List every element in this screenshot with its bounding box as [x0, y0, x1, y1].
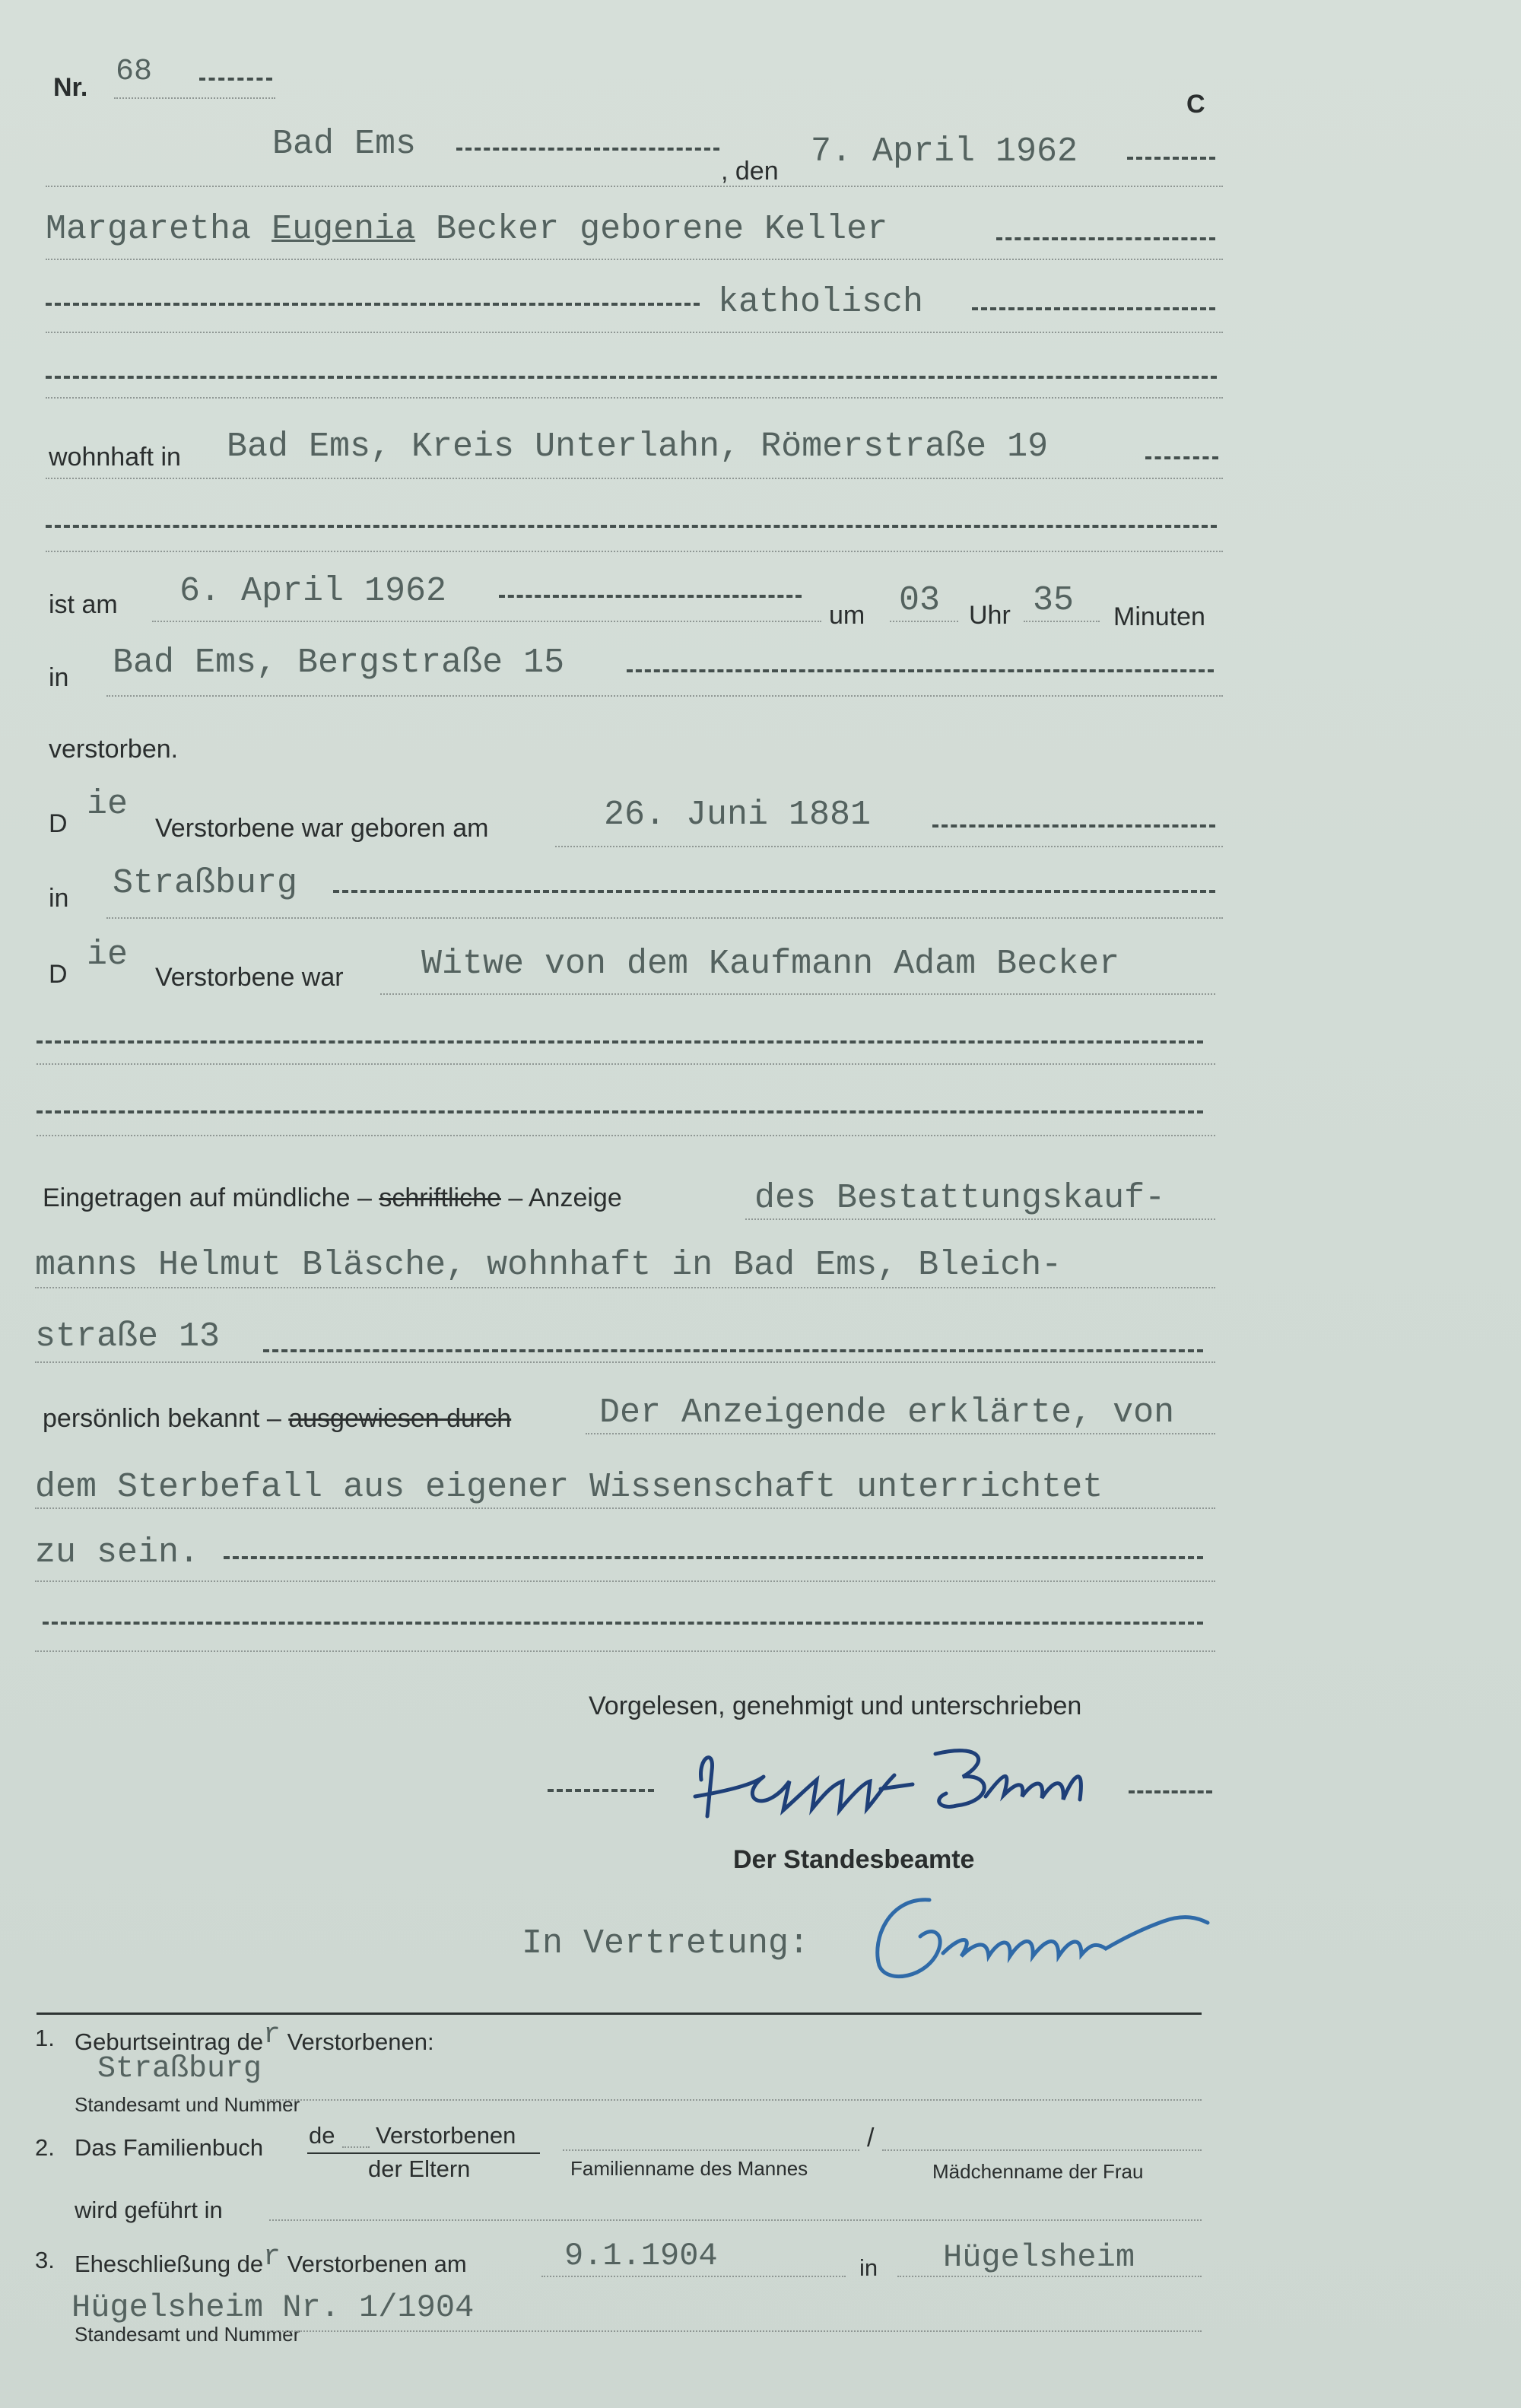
rule	[46, 478, 1223, 479]
entry-number: 68	[116, 55, 153, 89]
filler-dashes	[43, 1622, 1203, 1625]
rule	[563, 2149, 859, 2151]
statement-line-2: dem Sterbefall aus eigener Wissenschaft unterrichtet	[35, 1468, 1103, 1507]
rule	[152, 621, 821, 622]
registration-oral: Eingetragen auf mündliche –	[43, 1183, 372, 1212]
item2-wife-label: Mädchenname der Frau	[932, 2160, 1144, 2183]
item2-label: Das Familienbuch	[75, 2134, 264, 2161]
name-rest: Becker geborene Keller	[415, 210, 888, 249]
status-label: Verstorbene war	[155, 963, 344, 992]
death-minute: 35	[1033, 581, 1075, 620]
filler-dashes	[37, 1110, 1203, 1113]
rule	[35, 1507, 1215, 1509]
item3-in-label: in	[859, 2254, 878, 2281]
rule	[46, 332, 1223, 333]
item2-kept-label: wird geführt in	[75, 2197, 223, 2223]
read-approved-text: Vorgelesen, genehmigt und unterschrieben	[589, 1692, 1082, 1720]
birth-place: Straßburg	[113, 864, 298, 903]
status-d-label: D	[49, 960, 68, 989]
filler-dashes	[224, 1556, 1203, 1559]
birth-register-office: Straßburg	[97, 2052, 262, 2086]
registrar-signature	[859, 1880, 1217, 1987]
status-article: ie	[87, 936, 129, 974]
name-middle-underlined: Eugenia	[271, 210, 416, 249]
marriage-register-office: Hügelsheim Nr. 1/1904	[71, 2289, 475, 2326]
item2-verstorbenen: Verstorbenen	[376, 2122, 516, 2149]
registry-date: 7. April 1962	[811, 132, 1078, 171]
registration-label	[43, 1183, 622, 1213]
rule	[46, 551, 1223, 552]
filler-dashes	[456, 148, 719, 151]
birth-article: ie	[87, 785, 129, 824]
residence: Bad Ems, Kreis Unterlahn, Römerstraße 19	[227, 427, 1049, 466]
filler-dashes	[199, 78, 272, 81]
filler-dashes	[627, 669, 1214, 672]
marriage-place: Hügelsheim	[943, 2239, 1135, 2276]
rule	[745, 1218, 1215, 1220]
informant-signature	[684, 1727, 1095, 1833]
rule	[106, 917, 1223, 919]
rule	[46, 259, 1223, 260]
item1-sublabel: Standesamt und Nummer	[75, 2093, 300, 2116]
item2-eltern: der Eltern	[368, 2155, 471, 2182]
identity-struck: ausgewiesen durch	[288, 1404, 512, 1433]
rule	[114, 97, 275, 99]
rule	[46, 186, 1223, 187]
item1-label-rest: Verstorbenen:	[287, 2028, 434, 2055]
identity-known: persönlich bekannt –	[43, 1404, 281, 1433]
filler-dashes	[263, 1349, 1203, 1352]
rule	[897, 2276, 1202, 2277]
corner-letter: C	[1186, 90, 1205, 119]
filler-dashes	[46, 376, 1217, 379]
filler-dashes	[499, 595, 802, 598]
marital-status: Witwe von dem Kaufmann Adam Becker	[421, 945, 1120, 983]
den-label: , den	[721, 157, 779, 186]
section-divider	[37, 2012, 1202, 2015]
item3-label-rest: Verstorbenen am	[287, 2251, 467, 2277]
item1-number: 1.	[35, 2025, 55, 2051]
item3-number: 3.	[35, 2247, 55, 2273]
deputy-label: In Vertretung:	[522, 1924, 810, 1963]
item3-sublabel: Standesamt und Nummer	[75, 2323, 300, 2346]
religion: katholisch	[718, 283, 924, 322]
birth-place-label: in	[49, 884, 69, 913]
rule	[35, 1287, 1215, 1288]
rule	[586, 1433, 1215, 1434]
death-place: Bad Ems, Bergstraße 15	[113, 643, 565, 682]
rule	[882, 2149, 1202, 2151]
item2-slash: /	[867, 2124, 875, 2152]
nr-label: Nr.	[53, 73, 88, 102]
filler-dashes	[996, 237, 1215, 240]
filler-dashes	[1145, 456, 1218, 459]
item2-de: de	[309, 2122, 335, 2149]
item3-label-text: Eheschließung de	[75, 2251, 264, 2277]
rule	[555, 846, 1223, 847]
item3-label	[75, 2241, 467, 2281]
marriage-date: 9.1.1904	[564, 2238, 718, 2274]
filler-dashes	[1129, 1790, 1212, 1793]
residence-label: wohnhaft in	[49, 443, 181, 472]
rule	[259, 2330, 1202, 2332]
birth-label: Verstorbene war geboren am	[155, 814, 489, 843]
filler-dashes	[46, 303, 700, 306]
informant-line-2: manns Helmut Bläsche, wohnhaft in Bad Ems, Bleich-	[35, 1246, 1062, 1285]
filler-dashes	[972, 307, 1215, 310]
rule	[35, 1650, 1215, 1652]
rule	[342, 2146, 370, 2148]
informant-line-1: des Bestattungskauf-	[754, 1179, 1166, 1218]
rule	[35, 1361, 1215, 1363]
item3-article: r	[263, 2241, 281, 2273]
identity-label	[43, 1404, 511, 1434]
item2-fraction-line	[307, 2152, 540, 2154]
rule	[380, 993, 1215, 995]
rule	[1024, 621, 1100, 622]
item1-article: r	[263, 2019, 281, 2051]
rule	[890, 621, 958, 622]
um-label: um	[829, 601, 865, 630]
filler-dashes	[333, 890, 1215, 893]
rule	[37, 1063, 1215, 1065]
rule	[37, 1135, 1215, 1136]
birth-date: 26. Juni 1881	[604, 796, 872, 834]
item2-husband-label: Familienname des Mannes	[570, 2157, 808, 2180]
filler-dashes	[37, 1040, 1203, 1044]
statement-line-3: zu sein.	[35, 1533, 200, 1572]
name-first: Margaretha	[46, 210, 272, 249]
rule	[35, 1580, 1215, 1582]
death-date: 6. April 1962	[179, 572, 447, 611]
rule	[46, 397, 1223, 399]
death-hour: 03	[899, 581, 941, 620]
death-date-label: ist am	[49, 590, 118, 619]
registrar-label: Der Standesbeamte	[733, 1845, 975, 1874]
deceased-name	[46, 210, 888, 249]
informant-line-3: straße 13	[35, 1317, 221, 1356]
rule	[106, 695, 1223, 697]
rule	[269, 2219, 1202, 2221]
statement-line-1: Der Anzeigende erklärte, von	[599, 1393, 1175, 1432]
verstorben-label: verstorben.	[49, 735, 179, 764]
minuten-label: Minuten	[1113, 602, 1205, 631]
item2-number: 2.	[35, 2134, 55, 2161]
uhr-label: Uhr	[969, 601, 1011, 630]
rule	[259, 2099, 1202, 2101]
registration-written-struck: schriftliche	[379, 1183, 501, 1212]
filler-dashes	[46, 525, 1217, 528]
item1-label-text: Geburtseintrag de	[75, 2028, 264, 2055]
rule	[541, 2276, 846, 2277]
death-place-label: in	[49, 663, 69, 692]
filler-dashes	[932, 824, 1215, 828]
birth-d-label: D	[49, 809, 68, 838]
registry-place: Bad Ems	[272, 125, 417, 164]
filler-dashes	[1127, 157, 1215, 160]
filler-dashes	[548, 1789, 654, 1792]
registration-report: – Anzeige	[508, 1183, 622, 1212]
